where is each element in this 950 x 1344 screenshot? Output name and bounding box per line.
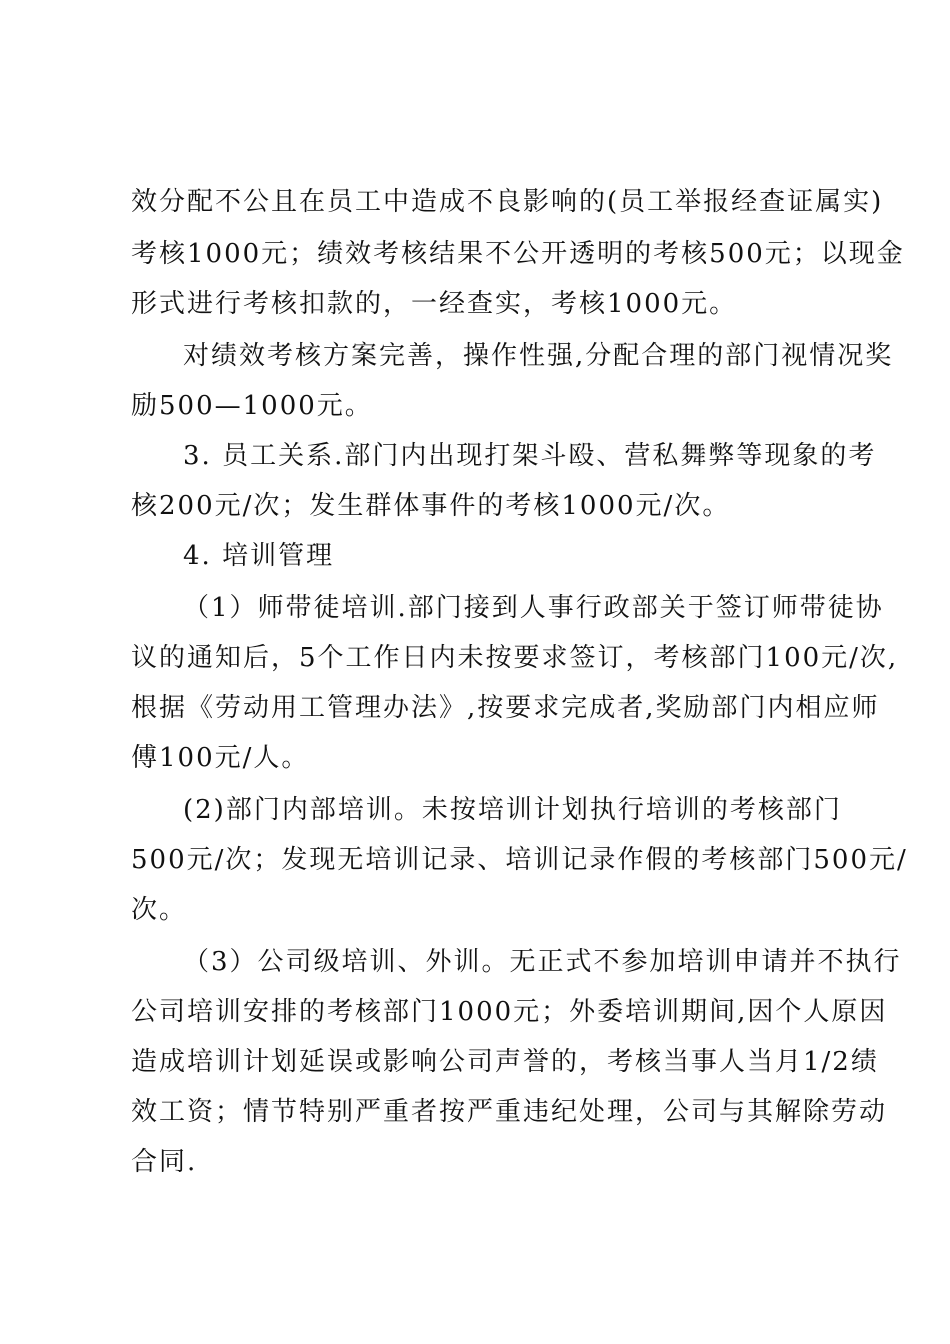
paragraph-line-19: 效工资；情节特别严重者按严重违纪处理，公司与其解除劳动 (131, 1097, 888, 1127)
paragraph-line-20: 合同. (131, 1147, 198, 1177)
paragraph-line-10: 议的通知后，5个工作日内未按要求签订，考核部门100元/次, (131, 643, 899, 673)
paragraph-line-7: 核200元/次；发生群体事件的考核1000元/次。 (131, 491, 731, 521)
paragraph-line-5: 励500—1000元。 (131, 391, 373, 421)
paragraph-line-2: 考核1000元；绩效考核结果不公开透明的考核500元；以现金 (131, 239, 905, 269)
paragraph-line-4: 对绩效考核方案完善，操作性强,分配合理的部门视情况奖 (183, 341, 894, 371)
paragraph-line-1: 效分配不公且在员工中造成不良影响的(员工举报经查证属实) (131, 187, 884, 217)
paragraph-line-15: 次。 (131, 895, 188, 925)
paragraph-line-18: 造成培训计划延误或影响公司声誉的，考核当事人当月1/2绩 (131, 1047, 879, 1077)
paragraph-line-14: 500元/次；发现无培训记录、培训记录作假的考核部门500元/ (131, 845, 908, 875)
section-training-heading: 4. 培训管理 (183, 541, 335, 571)
paragraph-line-3: 形式进行考核扣款的，一经查实，考核1000元。 (131, 289, 738, 319)
subsection-mentor-training: （1）师带徒培训.部门接到人事行政部关于签订师带徒协 (183, 593, 884, 623)
subsection-internal-training: (2)部门内部培训。未按培训计划执行培训的考核部门 (183, 795, 842, 825)
section-employee-relations: 3. 员工关系.部门内出现打架斗殴、营私舞弊等现象的考 (183, 441, 877, 471)
paragraph-line-12: 傅100元/人。 (131, 743, 310, 773)
paragraph-line-17: 公司培训安排的考核部门1000元；外委培训期间,因个人原因 (131, 997, 888, 1027)
subsection-company-training: （3）公司级培训、外训。无正式不参加培训申请并不执行 (183, 947, 902, 977)
paragraph-line-11: 根据《劳动用工管理办法》,按要求完成者,奖励部门内相应师 (131, 693, 880, 723)
